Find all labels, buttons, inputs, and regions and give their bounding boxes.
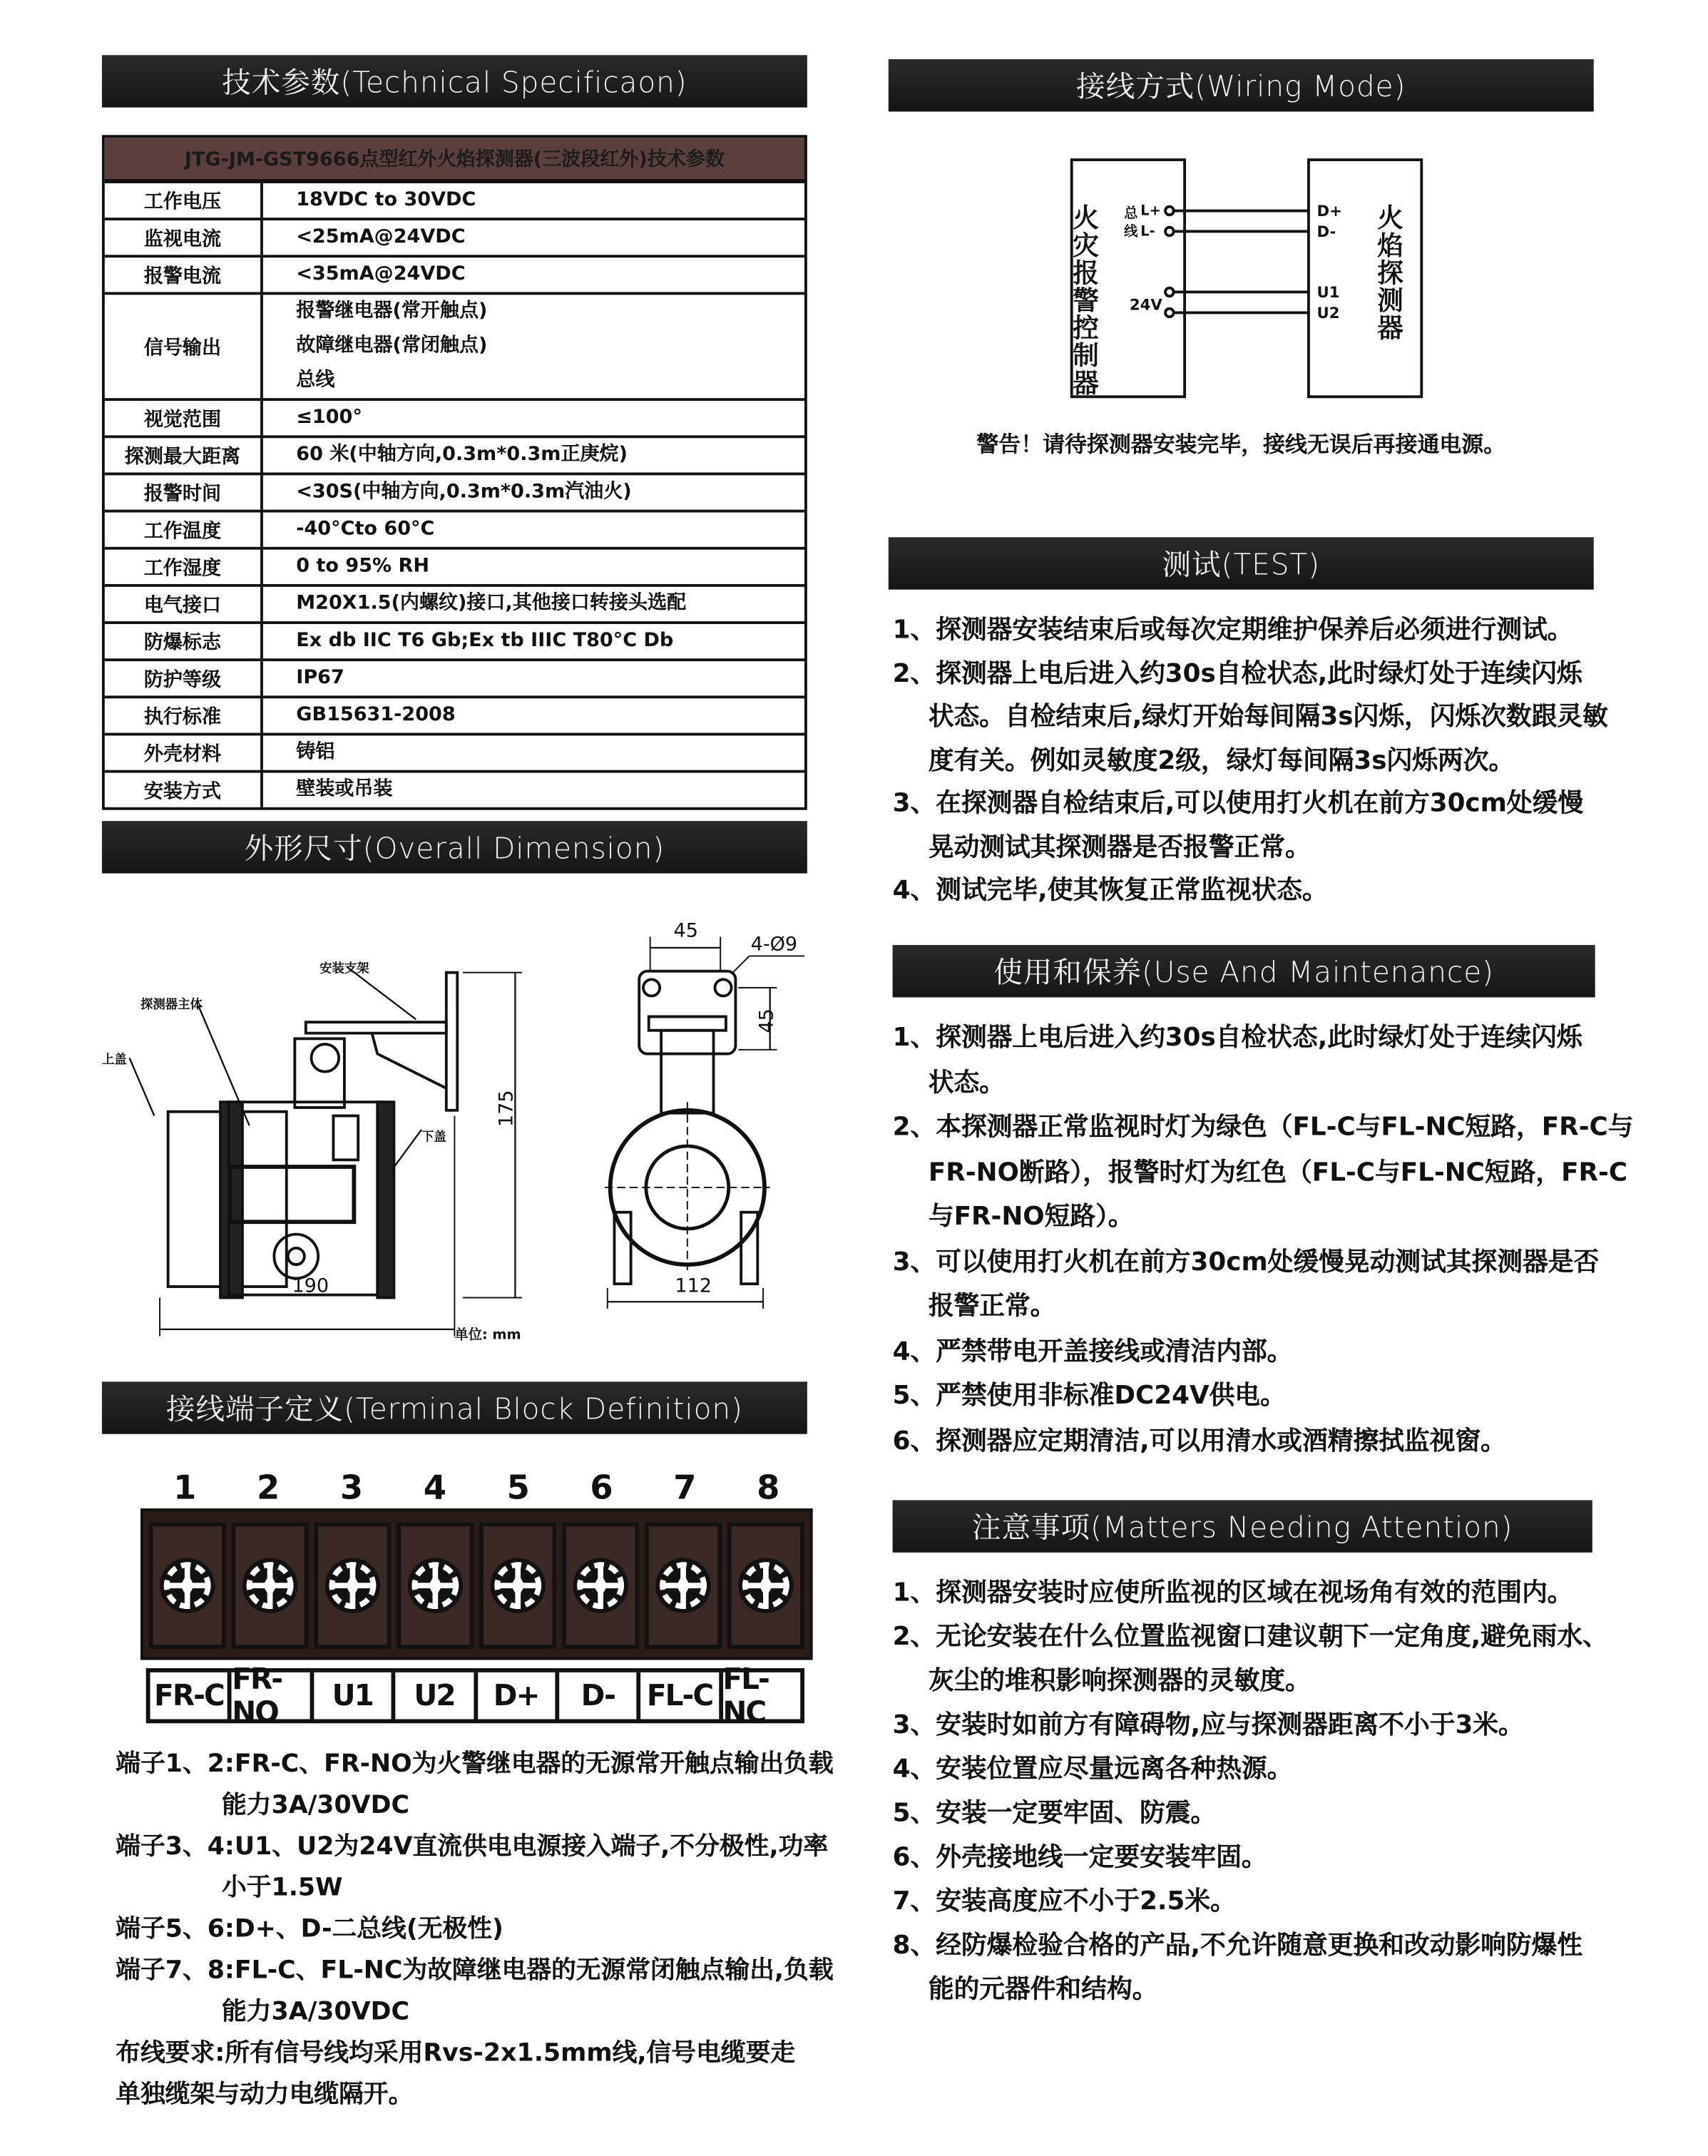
screw-icon (241, 1557, 299, 1615)
spec-value: 18VDC to 30VDC (296, 188, 476, 211)
test-list (893, 609, 1608, 913)
label-bracket: 安装支架 (319, 961, 369, 976)
spec-value-cell (263, 183, 804, 218)
list-item-line: 状态。自检结束后,绿灯开始每间隔3s闪烁，闪烁次数跟灵敏 (928, 703, 1608, 732)
list-item (893, 1836, 1608, 1881)
list-item-line: 端子3、4:U1、U2为24V直流供电电源接入端子,不分极性,功率 (116, 1831, 829, 1861)
section-header-terminal: 接线端子定义(Terminal Block Definition) (102, 1381, 807, 1434)
dim-height: 175 (495, 1090, 518, 1127)
list-item (893, 1240, 1634, 1330)
list-item-line: 报警正常。 (928, 1292, 1056, 1322)
v24-label: 24V (1129, 296, 1162, 315)
spec-value-cell (263, 438, 804, 472)
list-item-line: 2、本探测器正常监视时灯为绿色（FL-C与FL-NC短路，FR-C与 (892, 1113, 1634, 1143)
list-item (893, 1330, 1634, 1375)
spec-key: 信号输出 (105, 295, 263, 398)
list-item (893, 1880, 1608, 1924)
bus-label-2: 线 (1124, 223, 1138, 240)
terminal-slot (314, 1522, 391, 1649)
d-minus-label: D- (1316, 223, 1336, 242)
terminal-slot (479, 1522, 556, 1649)
terminal-label: D+ (477, 1672, 559, 1720)
terminal-number: 3 (339, 1468, 364, 1508)
terminal-number: 2 (257, 1468, 280, 1508)
list-item-line: 1、探测器上电后进入约30s自检状态,此时绿灯处于连续闪烁 (892, 1023, 1582, 1053)
list-item-line: 2、无论安装在什么位置监视窗口建议朝下一定角度,避免雨水、 (892, 1623, 1608, 1652)
terminal-slot (645, 1522, 722, 1649)
spec-table-title: JTG-JM-GST9666点型红外火焰探测器(三波段红外)技术参数 (105, 138, 804, 183)
terminal-label: D- (559, 1672, 641, 1720)
terminal-number: 1 (173, 1468, 197, 1508)
spec-row (105, 550, 804, 587)
spec-value: <30S(中轴方向,0.3m*0.3m汽油火) (296, 481, 632, 503)
detector-box (1309, 160, 1421, 397)
list-item-line: 2、探测器上电后进入约30s自检状态,此时绿灯处于连续闪烁 (892, 659, 1582, 688)
unit-label: 单位: mm (454, 1326, 521, 1343)
list-item-line: 端子1、2:FR-C、FR-NO为火警继电器的无源常开触点输出负载 (116, 1749, 834, 1779)
spec-key: 监视电流 (105, 220, 263, 255)
spec-row (105, 773, 804, 807)
label-top-cover: 上盖 (101, 1053, 127, 1068)
list-item (893, 653, 1608, 783)
spec-value: 铸铝 (296, 741, 335, 764)
dim-width: 190 (292, 1274, 329, 1297)
terminal-label: FL-C (641, 1672, 723, 1720)
list-item-line: 5、严禁使用非标准DC24V供电。 (892, 1381, 1286, 1411)
terminal-labels (146, 1662, 804, 1730)
bracket-plate (446, 973, 457, 1110)
list-item-line: 1、探测器安装时应使所监视的区域在视场角有效的范围内。 (892, 1578, 1573, 1608)
spec-value: Ex db IIC T6 Gb;Ex tb IIIC T80°C Db (296, 629, 674, 652)
screw-icon (654, 1557, 712, 1615)
l-minus-label: L- (1140, 223, 1155, 240)
spec-row (105, 513, 804, 550)
list-item (893, 869, 1608, 913)
spec-key: 报警时间 (105, 475, 263, 509)
list-item (893, 1016, 1634, 1106)
spec-value: M20X1.5(内螺纹)接口,其他接口转接头选配 (296, 592, 687, 615)
list-item (116, 1909, 833, 1951)
list-item (893, 1375, 1634, 1420)
spec-table (102, 135, 807, 809)
screw-icon (406, 1557, 464, 1615)
u1-label: U1 (1316, 284, 1340, 302)
list-item-line: 晃动测试其探测器是否报警正常。 (928, 832, 1311, 862)
list-item (116, 2033, 833, 2116)
list-item-line: 端子5、6:D+、D-二总线(无极性) (116, 1914, 503, 1944)
spec-value-cell (263, 513, 804, 547)
list-item (893, 609, 1608, 653)
wiring-warning: 警告！请待探测器安装完毕，接线无误后再接通电源。 (976, 431, 1506, 458)
list-item-line: 1、探测器安装结束后或每次定期维护保养后必须进行测试。 (892, 615, 1573, 645)
terminal-numbers (143, 1468, 810, 1507)
spec-row (105, 735, 804, 772)
list-item-line: 8、经防爆检验合格的产品,不允许随意更换和改动影响防爆性 (892, 1931, 1583, 1961)
terminal-slot (562, 1522, 639, 1649)
spec-value-cell (263, 401, 804, 435)
spec-row (105, 257, 804, 295)
screw-icon (572, 1557, 630, 1615)
spec-row (105, 587, 804, 624)
spec-value-cell (263, 624, 804, 658)
list-item-line: 单独缆架与动力电缆隔开。 (116, 2080, 414, 2110)
spec-key: 工作温度 (105, 513, 263, 547)
spec-key: 安装方式 (105, 773, 263, 807)
terminal-label: FR-NO (232, 1672, 314, 1720)
spec-row (105, 624, 804, 661)
spec-value: GB15631-2008 (296, 703, 456, 726)
spec-value-cell (263, 698, 804, 732)
spec-value: 总线 (296, 369, 335, 392)
spec-row (105, 475, 804, 512)
terminal-notes (116, 1744, 833, 2116)
terminal-slot (149, 1522, 226, 1649)
d-plus-label: D+ (1316, 203, 1342, 221)
spec-value: 0 to 95% RH (296, 555, 430, 578)
spec-row (105, 401, 804, 438)
spec-value-cell (263, 220, 804, 255)
spec-row (105, 438, 804, 475)
section-header-test: 测试(TEST) (889, 537, 1594, 589)
spec-value: 壁装或吊装 (296, 778, 393, 801)
dim-holes: 4-Ø9 (750, 933, 798, 956)
list-item-line: 3、可以使用打火机在前方30cm处缓慢晃动测试其探测器是否 (892, 1247, 1600, 1277)
screw-icon (737, 1557, 794, 1615)
controller-label: 火灾报警控制器 (1068, 203, 1100, 397)
spec-row (105, 220, 804, 257)
list-item-line: 4、安装位置应尽量远离各种热源。 (892, 1754, 1293, 1784)
detector-label: 火焰探测器 (1373, 203, 1404, 342)
spec-value: 故障继电器(常闭触点) (296, 334, 488, 357)
spec-value: ≤100° (296, 406, 362, 429)
spec-value: 报警继电器(常开触点) (296, 300, 488, 322)
dimension-drawing (102, 895, 818, 1349)
spec-key: 外壳材料 (105, 735, 263, 770)
spec-row (105, 698, 804, 735)
screw-icon (324, 1557, 382, 1615)
bus-label-1: 总 (1124, 205, 1138, 222)
terminal-number: 8 (757, 1468, 780, 1508)
list-item (893, 1748, 1608, 1792)
list-item (893, 1572, 1608, 1616)
list-item-line: 3、在探测器自检结束后,可以使用打火机在前方30cm处缓慢 (892, 789, 1584, 819)
label-body: 探测器主体 (140, 997, 203, 1012)
spec-key: 视觉范围 (105, 401, 263, 435)
terminal-number: 7 (673, 1468, 697, 1508)
spec-value-cell (263, 475, 804, 509)
spec-key: 报警电流 (105, 257, 263, 292)
list-item-line: 7、安装高度应不小于2.5米。 (892, 1887, 1236, 1916)
spec-value-cell (263, 661, 804, 695)
list-item-line: 6、外壳接地线一定要安装牢固。 (892, 1843, 1267, 1872)
spec-key: 探测最大距离 (105, 438, 263, 472)
terminal-label: FL-NC (722, 1662, 769, 1730)
list-item (116, 1951, 833, 2033)
spec-key: 工作电压 (105, 183, 263, 218)
spec-key: 执行标准 (105, 698, 263, 732)
list-item-line: 能力3A/30VDC (221, 1997, 409, 2027)
list-item-line: 端子7、8:FL-C、FL-NC为故障继电器的无源常闭触点输出,负载 (116, 1956, 834, 1986)
list-item (893, 1106, 1634, 1240)
spec-key: 防护等级 (105, 661, 263, 695)
terminal-slot (231, 1522, 308, 1649)
spec-value-cell (263, 295, 804, 398)
list-item-line: 状态。 (928, 1068, 1006, 1098)
maintenance-list (893, 1016, 1634, 1464)
list-item-line: 小于1.5W (221, 1873, 343, 1903)
list-item (893, 1704, 1608, 1748)
list-item (893, 1924, 1608, 2013)
u2-label: U2 (1316, 305, 1340, 323)
section-header-maintenance: 使用和保养(Use And Maintenance) (893, 945, 1595, 997)
spec-key: 工作湿度 (105, 550, 263, 584)
section-header-dimension: 外形尺寸(Overall Dimension) (102, 821, 807, 873)
spec-row (105, 661, 804, 698)
spec-value-cell (263, 550, 804, 584)
list-item-line: 与FR-NO短路）。 (928, 1202, 1134, 1232)
list-item-line: 4、测试完毕,使其恢复正常监视状态。 (892, 876, 1328, 905)
list-item-line: 5、安装一定要牢固、防震。 (892, 1799, 1217, 1829)
terminal-label: U2 (396, 1672, 478, 1720)
list-item-line: 4、严禁带电开盖接线或清洁内部。 (892, 1337, 1293, 1366)
list-item-line: 能力3A/30VDC (221, 1790, 409, 1820)
l-plus-label: L+ (1140, 202, 1161, 219)
spec-row (105, 295, 804, 401)
terminal-number: 5 (506, 1468, 530, 1508)
list-item-line: 度有关。例如灵敏度2级，绿灯每间隔3s闪烁两次。 (928, 745, 1515, 775)
wiring-diagram (1060, 149, 1433, 411)
list-item (893, 1792, 1608, 1836)
list-item (893, 782, 1608, 869)
section-header-attention: 注意事项(Matters Needing Attention) (893, 1500, 1592, 1552)
spec-value: <35mA@24VDC (296, 262, 466, 285)
list-item-line: 3、安装时如前方有障碍物,应与探测器距离不小于3米。 (892, 1710, 1524, 1740)
terminal-block (140, 1508, 813, 1660)
terminal-slot (397, 1522, 474, 1649)
detector-body-shape (229, 1102, 383, 1294)
terminal-number: 6 (590, 1468, 613, 1508)
spec-value-cell (263, 257, 804, 292)
spec-value-cell (263, 735, 804, 770)
list-item-line: 灰尘的堆积影响探测器的灵敏度。 (928, 1667, 1311, 1696)
list-item-line: 能的元器件和结构。 (928, 1975, 1158, 2005)
spec-value: <25mA@24VDC (296, 225, 466, 248)
spec-value: IP67 (296, 666, 344, 689)
spec-value: 60 米(中轴方向,0.3m*0.3m正庚烷) (296, 443, 628, 466)
list-item (116, 1744, 833, 1827)
spec-value: -40°Cto 60°C (296, 518, 435, 541)
list-item (893, 1419, 1634, 1464)
dim-hole-spacing-v: 45 (755, 1008, 778, 1033)
section-header-tech: 技术参数(Technical Specificaon) (102, 55, 807, 107)
list-item-line: 6、探测器应定期清洁,可以用清水或酒精擦拭监视窗。 (892, 1426, 1506, 1456)
screw-icon (489, 1557, 547, 1615)
spec-value-cell (263, 587, 804, 621)
list-item-line: 布线要求:所有信号线均采用Rvs-2x1.5mm线,信号电缆要走 (116, 2038, 796, 2068)
spec-key: 防爆标志 (105, 624, 263, 658)
dim-depth: 112 (675, 1274, 712, 1297)
dim-hole-spacing-h: 45 (673, 919, 698, 942)
spec-value-cell (263, 773, 804, 807)
terminal-slot (727, 1522, 804, 1649)
screw-icon (158, 1557, 216, 1615)
terminal-number: 4 (423, 1468, 446, 1508)
terminal-label: U1 (314, 1672, 396, 1720)
label-bottom-cover: 下盖 (421, 1130, 446, 1145)
list-item-line: FR-NO断路），报警时灯为红色（FL-C与FL-NC短路，FR-C (928, 1158, 1628, 1187)
attention-list (893, 1572, 1608, 2013)
list-item (893, 1616, 1608, 1705)
spec-row (105, 183, 804, 220)
list-item (116, 1827, 833, 1909)
spec-key: 电气接口 (105, 587, 263, 621)
section-header-wiring: 接线方式(Wiring Mode) (889, 59, 1594, 111)
terminal-label: FR-C (150, 1672, 232, 1720)
